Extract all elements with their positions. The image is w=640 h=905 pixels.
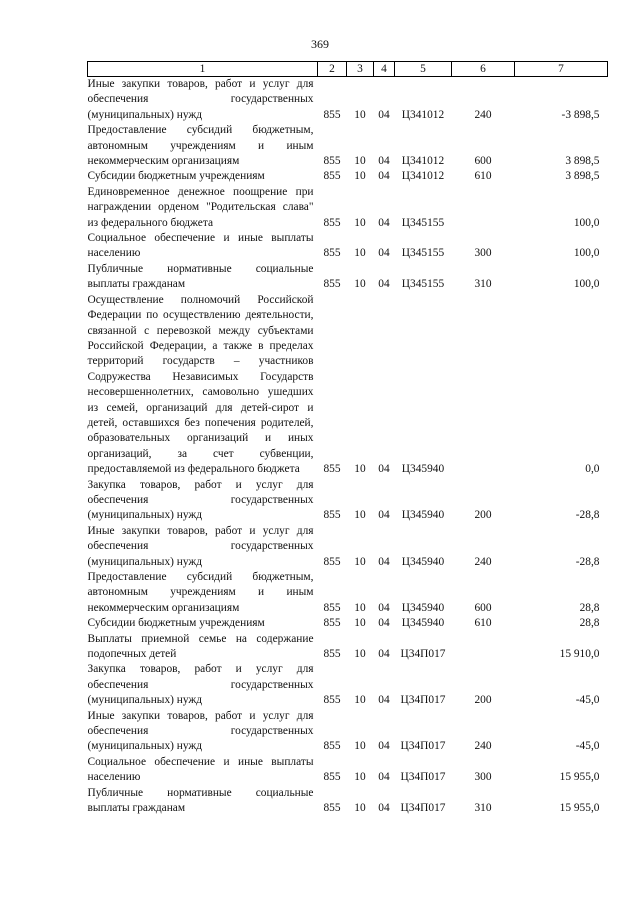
row-subsection: 04 bbox=[378, 278, 390, 291]
row-section: 10 bbox=[354, 463, 366, 476]
row-admin-code: 855 bbox=[323, 170, 341, 183]
row-expense-type bbox=[452, 185, 515, 231]
row-amount: 100,0 bbox=[573, 216, 600, 229]
row-section: 10 bbox=[354, 694, 366, 707]
row-target-article: Ц345155 bbox=[401, 247, 445, 260]
row-amount: -3 898,5 bbox=[561, 108, 600, 121]
row-section: 10 bbox=[354, 771, 366, 784]
row-name: Иные закупки товаров, работ и услуг для обеспечения государственных (муниципальных) нужд bbox=[87, 524, 314, 568]
row-target-article: Ц341012 bbox=[401, 170, 445, 183]
table-row bbox=[88, 77, 608, 124]
row-name: Иные закупки товаров, работ и услуг для обеспечения государственных (муниципальных) нужд bbox=[87, 709, 314, 753]
row-subsection: 04 bbox=[378, 648, 390, 661]
header-col-4: 4 bbox=[374, 62, 395, 77]
row-target-article: Ц34П017 bbox=[400, 740, 446, 753]
row-target-article: Ц341012 bbox=[401, 155, 445, 168]
row-name: Публичные нормативные социальные выплаты гражданам bbox=[87, 262, 314, 291]
table-row bbox=[88, 786, 608, 817]
table-row bbox=[88, 755, 608, 786]
row-subsection: 04 bbox=[378, 555, 390, 568]
row-target-article: Ц345155 bbox=[401, 278, 445, 291]
row-section: 10 bbox=[354, 740, 366, 753]
row-expense-type: 200 bbox=[474, 694, 492, 707]
row-amount: 15 910,0 bbox=[559, 648, 600, 661]
row-target-article: Ц34П017 bbox=[400, 771, 446, 784]
row-target-article: Ц345940 bbox=[401, 617, 445, 630]
row-section: 10 bbox=[354, 601, 366, 614]
row-name: Социальное обеспечение и иные выплаты населению bbox=[87, 232, 314, 260]
row-subsection: 04 bbox=[378, 694, 390, 707]
row-expense-type bbox=[452, 293, 515, 478]
row-target-article: Ц34П017 bbox=[400, 694, 446, 707]
row-subsection: 04 bbox=[378, 601, 390, 614]
row-target-article: Ц345940 bbox=[401, 509, 445, 522]
row-section: 10 bbox=[354, 648, 366, 661]
row-expense-type: 200 bbox=[474, 509, 492, 522]
row-name: Закупка товаров, работ и услуг для обеспечения государственных (муниципальных) нужд bbox=[87, 663, 314, 707]
row-admin-code: 855 bbox=[323, 802, 341, 815]
row-section: 10 bbox=[354, 278, 366, 291]
row-expense-type: 300 bbox=[474, 771, 492, 784]
row-name: Выплаты приемной семье на содержание подопечных детей bbox=[87, 632, 314, 661]
row-section: 10 bbox=[354, 216, 366, 229]
row-admin-code: 855 bbox=[323, 278, 341, 291]
row-admin-code: 855 bbox=[323, 108, 341, 121]
table-row bbox=[88, 709, 608, 755]
row-subsection: 04 bbox=[378, 802, 390, 815]
table-row bbox=[88, 123, 608, 169]
row-name: Закупка товаров, работ и услуг для обеспечения государственных (муниципальных) нужд bbox=[87, 478, 314, 522]
row-subsection: 04 bbox=[378, 216, 390, 229]
row-amount: 100,0 bbox=[573, 247, 600, 260]
header-col-7: 7 bbox=[515, 62, 608, 77]
row-target-article: Ц345940 bbox=[401, 601, 445, 614]
row-admin-code: 855 bbox=[323, 617, 341, 630]
header-col-2: 2 bbox=[318, 62, 347, 77]
row-target-article: Ц345940 bbox=[401, 555, 445, 568]
row-expense-type: 240 bbox=[474, 108, 492, 121]
header-col-1: 1 bbox=[88, 62, 318, 77]
table-row bbox=[88, 231, 608, 262]
budget-table bbox=[87, 61, 608, 817]
row-expense-type: 600 bbox=[474, 155, 492, 168]
row-target-article: Ц341012 bbox=[401, 108, 445, 121]
row-admin-code: 855 bbox=[323, 555, 341, 568]
header-col-5: 5 bbox=[395, 62, 452, 77]
row-subsection: 04 bbox=[378, 155, 390, 168]
row-amount: 3 898,5 bbox=[565, 155, 600, 168]
row-name: Публичные нормативные социальные выплаты гражданам bbox=[87, 786, 314, 815]
table-row bbox=[88, 662, 608, 708]
row-target-article: Ц34П017 bbox=[400, 648, 446, 661]
row-admin-code: 855 bbox=[323, 694, 341, 707]
row-name: Предоставление субсидий бюджетным, автономным учреждениям и иным некоммерческим организациям bbox=[87, 571, 314, 614]
row-section: 10 bbox=[354, 555, 366, 568]
row-expense-type: 300 bbox=[474, 247, 492, 260]
row-subsection: 04 bbox=[378, 170, 390, 183]
row-section: 10 bbox=[354, 155, 366, 168]
row-admin-code: 855 bbox=[323, 155, 341, 168]
row-section: 10 bbox=[354, 617, 366, 630]
row-section: 10 bbox=[354, 802, 366, 815]
row-expense-type: 240 bbox=[474, 555, 492, 568]
row-admin-code: 855 bbox=[323, 247, 341, 260]
row-section: 10 bbox=[354, 509, 366, 522]
row-subsection: 04 bbox=[378, 108, 390, 121]
row-amount: 15 955,0 bbox=[559, 771, 600, 784]
row-name: Иные закупки товаров, работ и услуг для обеспечения государственных (муниципальных) нужд bbox=[87, 78, 314, 121]
row-expense-type: 600 bbox=[474, 601, 492, 614]
table-row bbox=[88, 524, 608, 570]
row-amount: -45,0 bbox=[575, 740, 600, 753]
table-row bbox=[88, 632, 608, 663]
row-target-article: Ц345940 bbox=[401, 463, 445, 476]
row-amount: -28,8 bbox=[575, 509, 600, 522]
table-header-row bbox=[88, 62, 608, 77]
row-admin-code: 855 bbox=[323, 771, 341, 784]
row-admin-code: 855 bbox=[323, 601, 341, 614]
table-row bbox=[88, 570, 608, 616]
row-section: 10 bbox=[354, 108, 366, 121]
row-amount: -28,8 bbox=[575, 555, 600, 568]
row-subsection: 04 bbox=[378, 247, 390, 260]
row-name: Осуществление полномочий Российской Федерации по осуществлению деятельности, связанной с перевозкой между субъектами Российской Федерации, а также в пределах территорий государств – участников Содружества Независимых Государств несовершеннолетних, самовольно ушедших из семей, организаций для детей-сирот и детей, оставшихся без попечения родителей, образовательных организаций и иных организаций, за счет субвенции, предоставляемой из федерального бюджета bbox=[87, 293, 314, 476]
row-expense-type: 240 bbox=[474, 740, 492, 753]
row-target-article: Ц34П017 bbox=[400, 802, 446, 815]
table-body bbox=[88, 77, 608, 817]
header-col-3: 3 bbox=[347, 62, 374, 77]
row-expense-type: 610 bbox=[474, 170, 492, 183]
row-amount: 15 955,0 bbox=[559, 802, 600, 815]
row-expense-type bbox=[452, 632, 515, 663]
row-name: Субсидии бюджетным учреждениям bbox=[87, 617, 265, 630]
row-target-article: Ц345155 bbox=[401, 216, 445, 229]
row-expense-type: 610 bbox=[474, 617, 492, 630]
row-section: 10 bbox=[354, 247, 366, 260]
table-row bbox=[88, 293, 608, 478]
row-subsection: 04 bbox=[378, 617, 390, 630]
header-col-6: 6 bbox=[452, 62, 515, 77]
row-expense-type: 310 bbox=[474, 278, 492, 291]
row-name: Предоставление субсидий бюджетным, автономным учреждениям и иным некоммерческим организациям bbox=[87, 124, 314, 168]
row-expense-type: 310 bbox=[474, 802, 492, 815]
row-name: Субсидии бюджетным учреждениям bbox=[87, 170, 265, 183]
row-amount: 100,0 bbox=[573, 278, 600, 291]
row-subsection: 04 bbox=[378, 463, 390, 476]
row-name: Социальное обеспечение и иные выплаты населению bbox=[87, 755, 314, 784]
row-section: 10 bbox=[354, 170, 366, 183]
row-subsection: 04 bbox=[378, 740, 390, 753]
table-row bbox=[88, 478, 608, 524]
row-admin-code: 855 bbox=[323, 216, 341, 229]
table-row bbox=[88, 169, 608, 184]
row-admin-code: 855 bbox=[323, 648, 341, 661]
table-row bbox=[88, 616, 608, 631]
table-row bbox=[88, 185, 608, 231]
row-admin-code: 855 bbox=[323, 509, 341, 522]
row-amount: 3 898,5 bbox=[565, 170, 600, 183]
row-admin-code: 855 bbox=[323, 740, 341, 753]
row-amount: 0,0 bbox=[585, 463, 600, 476]
row-name: Единовременное денежное поощрение при награждении орденом "Родительская слава" из федерального бюджета bbox=[87, 185, 314, 229]
page-number: 369 bbox=[311, 37, 329, 51]
table-row bbox=[88, 262, 608, 293]
row-admin-code: 855 bbox=[323, 463, 341, 476]
row-amount: 28,8 bbox=[579, 601, 600, 614]
row-amount: 28,8 bbox=[579, 617, 600, 630]
row-subsection: 04 bbox=[378, 509, 390, 522]
row-amount: -45,0 bbox=[575, 694, 600, 707]
row-subsection: 04 bbox=[378, 771, 390, 784]
